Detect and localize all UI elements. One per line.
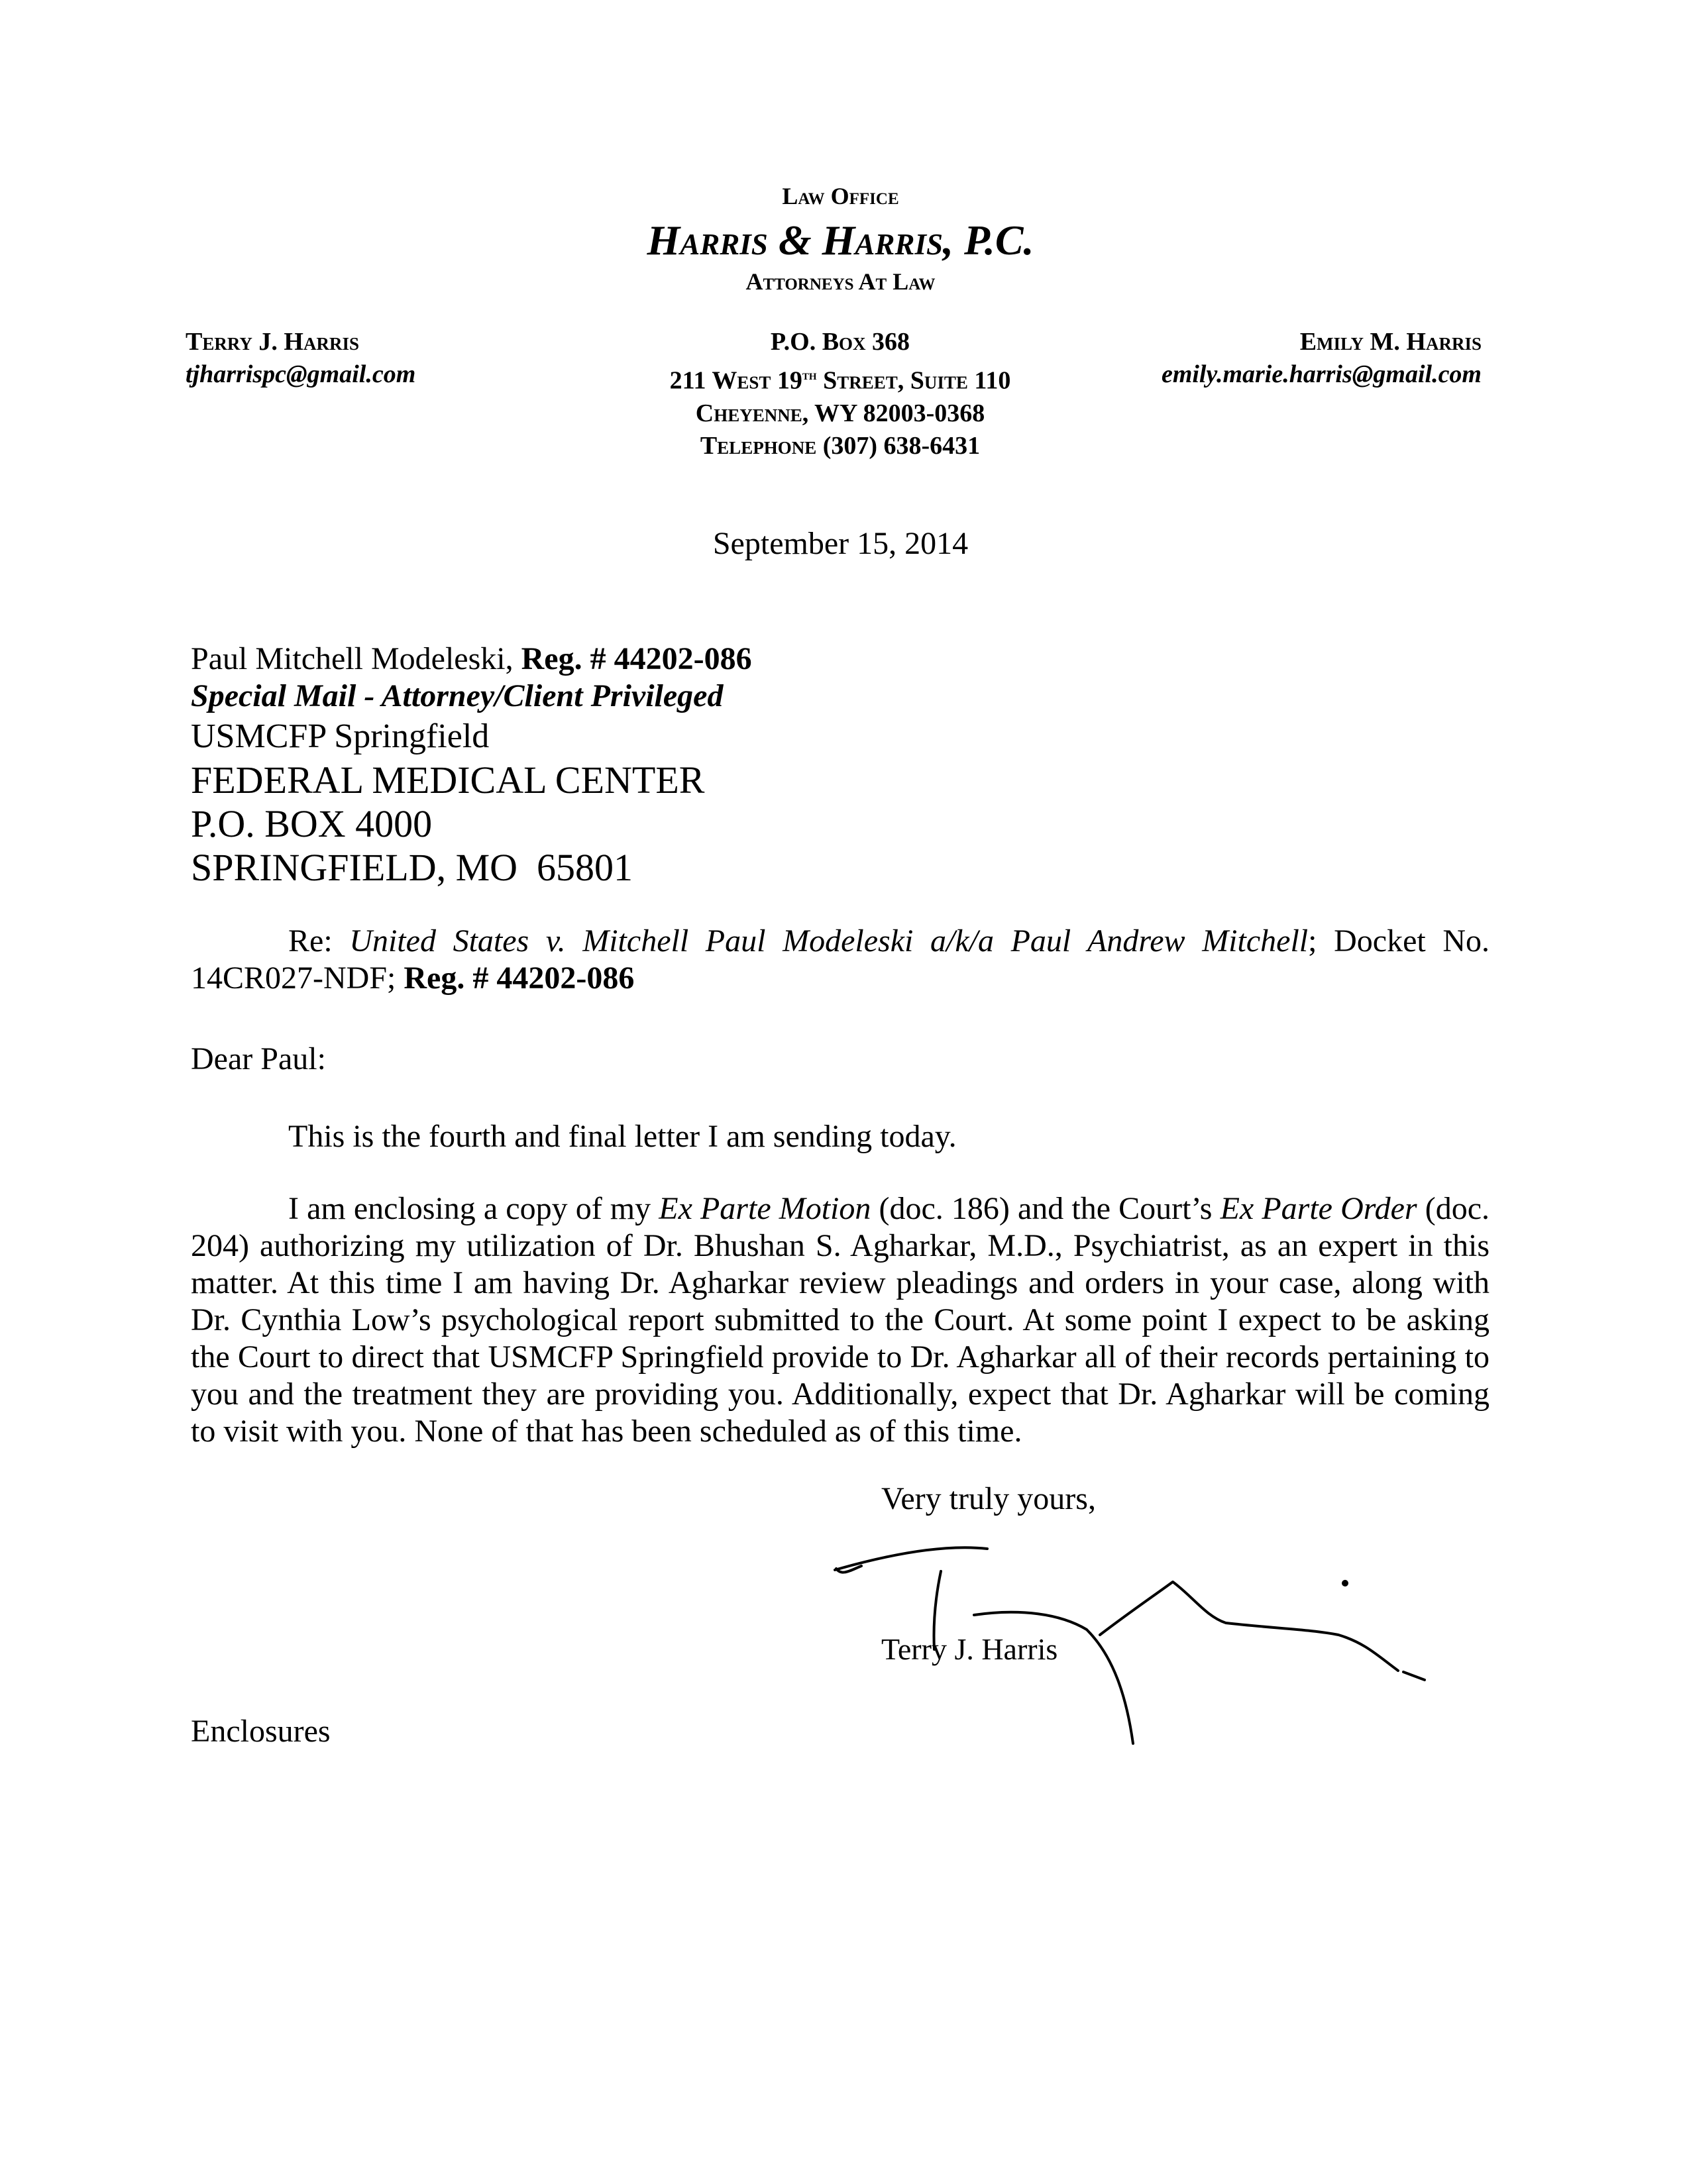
- paragraph-2-order: Ex Parte Order: [1220, 1191, 1417, 1226]
- letter-date: September 15, 2014: [712, 526, 969, 561]
- paragraph-2-part-2: (doc. 186) and the Court’s: [871, 1191, 1220, 1226]
- recipient-city: SPRINGFIELD, MO 65801: [191, 846, 633, 889]
- special-mail-notice: Special Mail - Attorney/Client Privileged: [191, 678, 724, 713]
- re-line: [191, 923, 1490, 997]
- paragraph-2-part-3: (doc. 204) authorizing my utilization of Dr. Bhushan S. Agharkar, M.D., Psychiatrist, as an expert in this matter. At this time I am having Dr. Agharkar review pleadings and orders in your case, along with Dr. Cynthia Low’s psychological report submitted to the Court. At some point I expect to be asking the Court to direct that USMCFP Springfield provide to Dr. Agharkar all of their records pertaining to you and the treatment they are providing you. Additionally, expect that Dr. Agharkar will be coming to visit with you. None of that has been scheduled as of this time.: [191, 1191, 1490, 1449]
- signature-stroke-tail: [1403, 1672, 1425, 1680]
- re-docket: ; Docket No. 14CR027-NDF;: [191, 923, 1490, 996]
- recipient-reg: Reg. # 44202-086: [521, 641, 752, 676]
- enclosures: Enclosures: [191, 1714, 331, 1749]
- re-case-title: United States v. Mitchell Paul Modeleski a/k/a Paul Andrew Mitchell: [349, 923, 1309, 959]
- signer-name: Terry J. Harris: [881, 1632, 1058, 1666]
- re-prefix: Re:: [288, 923, 350, 959]
- firm-telephone: Telephone (307) 638-6431: [700, 431, 981, 460]
- attorney-name-emily: Emily M. Harris: [1299, 328, 1482, 356]
- paragraph-2-motion: Ex Parte Motion: [659, 1191, 871, 1226]
- paragraph-2: [191, 1190, 1490, 1450]
- recipient-center: FEDERAL MEDICAL CENTER: [191, 758, 705, 802]
- paragraph-2-part-1: I am enclosing a copy of my: [288, 1191, 659, 1226]
- recipient-block: [191, 641, 752, 890]
- closing: Very truly yours,: [881, 1481, 1096, 1516]
- firm-street-prefix: 211 West 19: [669, 366, 802, 395]
- firm-city: Cheyenne, WY 82003-0368: [695, 399, 985, 427]
- attorney-email-emily: emily.marie.harris@gmail.com: [1161, 360, 1482, 388]
- firm-street-ordinal: th: [802, 366, 817, 383]
- letterhead-law-office: Law Office: [782, 183, 899, 209]
- letterhead-firm-name: Harris & Harris, P.C.: [647, 217, 1034, 264]
- recipient-name: Paul Mitchell Modeleski,: [191, 641, 521, 676]
- firm-street-suffix: Street, Suite 110: [816, 366, 1011, 395]
- salutation: Dear Paul:: [191, 1041, 326, 1076]
- letterhead-right-column: [1018, 326, 1482, 391]
- attorney-email-terry: tjharrispc@gmail.com: [186, 360, 416, 388]
- paragraph-1: This is the fourth and final letter I am sending today.: [288, 1119, 957, 1154]
- attorney-name-terry: Terry J. Harris: [186, 328, 359, 356]
- recipient-facility: USMCFP Springfield: [191, 717, 490, 755]
- signature-stroke-flourish: [1100, 1582, 1398, 1671]
- recipient-name-line: [191, 641, 752, 678]
- re-reg: Reg. # 44202-086: [404, 961, 635, 996]
- letterhead-attorneys-at-law: Attorneys At Law: [745, 268, 936, 295]
- recipient-po-box: P.O. BOX 4000: [191, 802, 433, 845]
- firm-po-box: P.O. Box 368: [770, 328, 910, 356]
- signature-dot: [1343, 1581, 1347, 1585]
